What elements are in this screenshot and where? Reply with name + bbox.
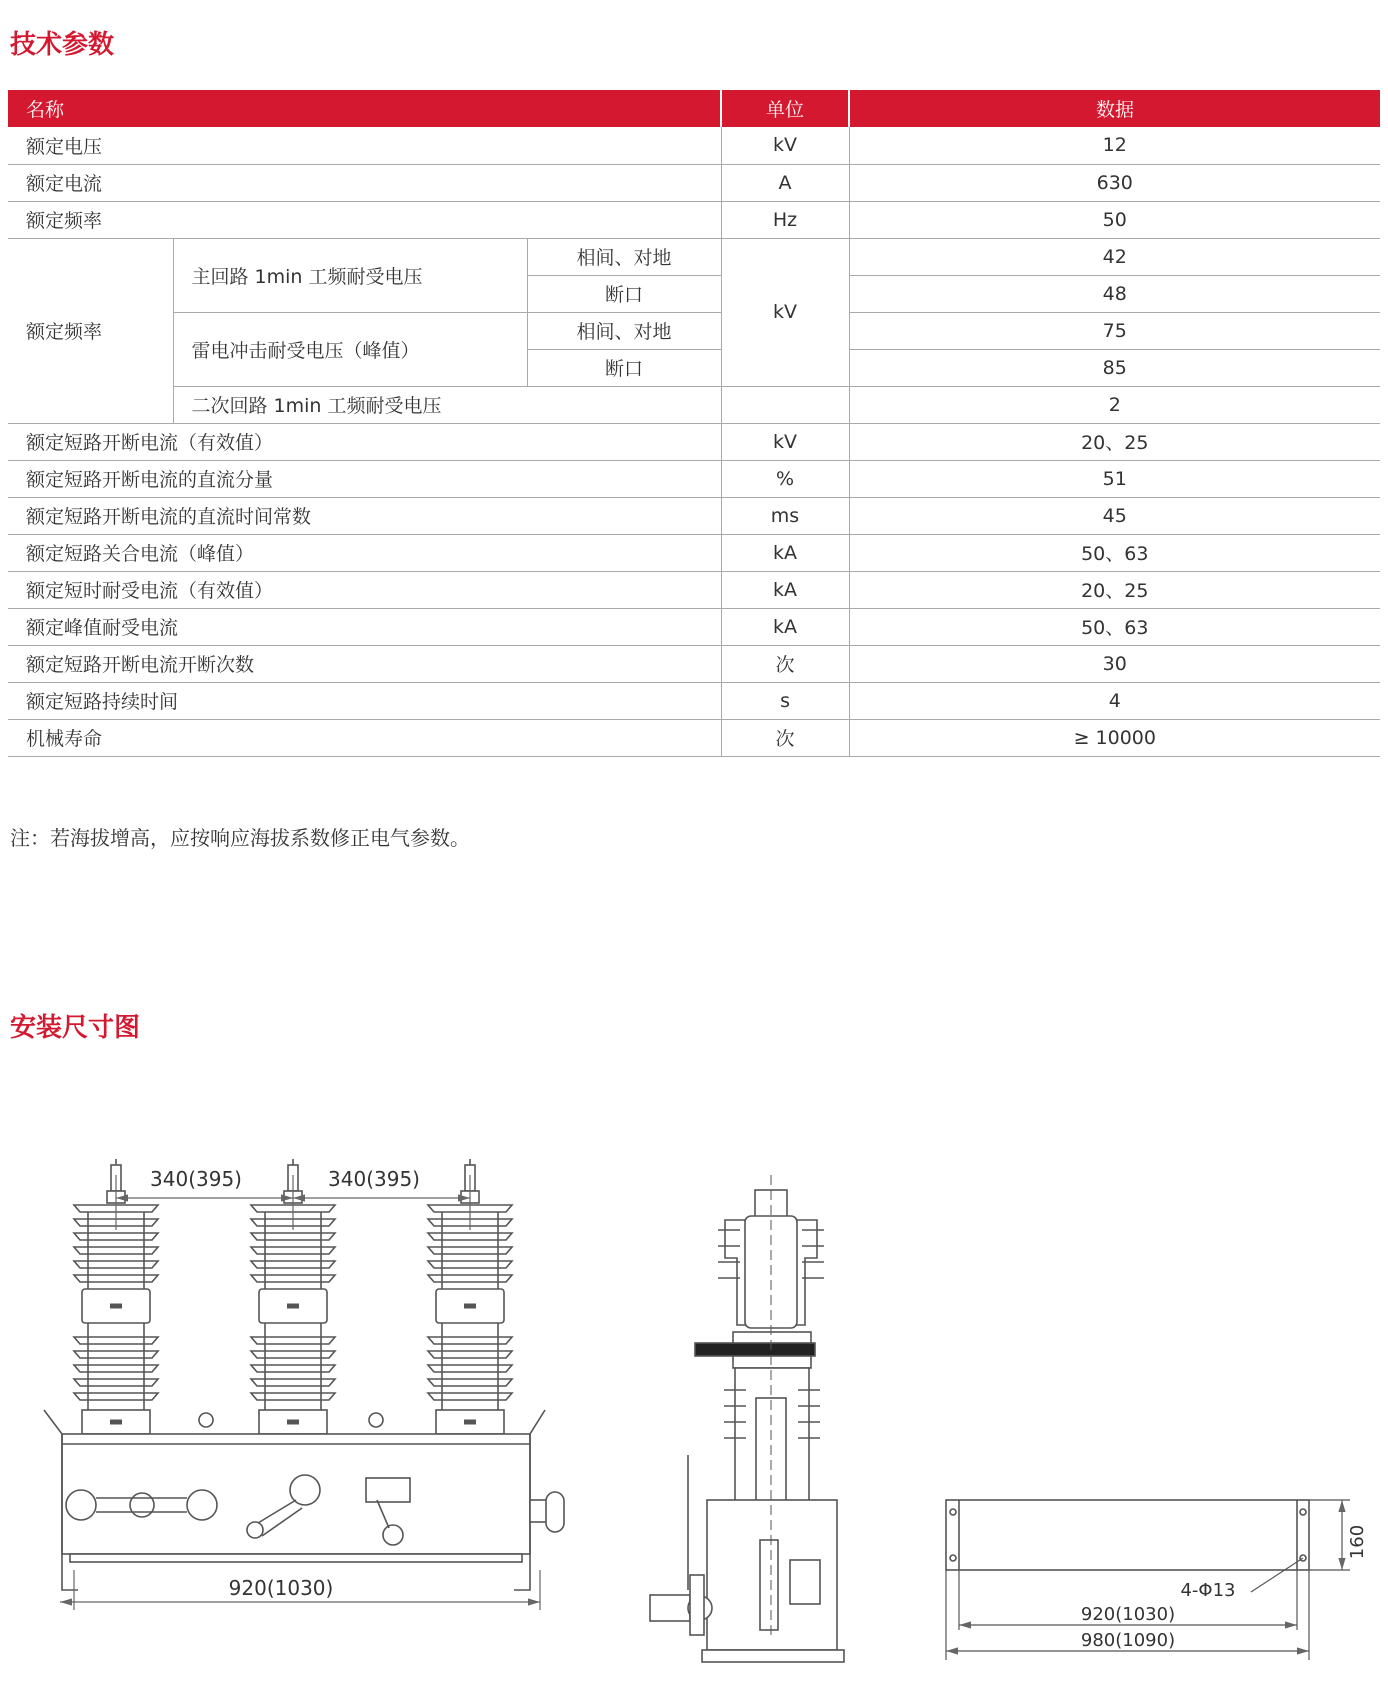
header-unit: 单位 bbox=[721, 90, 849, 127]
dim-base-height: 160 bbox=[1347, 1524, 1368, 1560]
row-name: 额定短路关合电流（峰值） bbox=[8, 534, 721, 571]
row-value: 4 bbox=[849, 682, 1380, 719]
table-header-row bbox=[8, 90, 1380, 127]
section-title-params: 技术参数 bbox=[10, 30, 115, 60]
header-name: 名称 bbox=[8, 90, 721, 127]
table-row bbox=[8, 312, 1380, 349]
table-row bbox=[8, 201, 1380, 238]
row-value: 51 bbox=[849, 460, 1380, 497]
row-value: ≥ 10000 bbox=[849, 719, 1380, 756]
table-row bbox=[8, 719, 1380, 756]
row-unit: kA bbox=[721, 534, 849, 571]
insulation-unit: kV bbox=[721, 238, 849, 386]
row-name: 额定短路开断电流的直流分量 bbox=[8, 460, 721, 497]
row-unit: kV bbox=[721, 127, 849, 164]
table-row bbox=[8, 571, 1380, 608]
dim-base-inner: 920(1030) bbox=[1080, 1604, 1176, 1625]
insulation-group-name: 额定频率 bbox=[8, 238, 173, 423]
dim-front-width: 920(1030) bbox=[228, 1576, 334, 1600]
break-label: 断口 bbox=[527, 349, 721, 386]
break-label: 断口 bbox=[527, 275, 721, 312]
row-name: 机械寿命 bbox=[8, 719, 721, 756]
row-unit: kA bbox=[721, 571, 849, 608]
row-name: 额定短路开断电流（有效值） bbox=[8, 423, 721, 460]
row-value: 48 bbox=[849, 275, 1380, 312]
table-row bbox=[8, 645, 1380, 682]
table-row bbox=[8, 386, 1380, 423]
table-row bbox=[8, 460, 1380, 497]
row-name: 额定短时耐受电流（有效值） bbox=[8, 571, 721, 608]
row-name: 额定峰值耐受电流 bbox=[8, 608, 721, 645]
row-name: 额定电流 bbox=[8, 164, 721, 201]
row-unit: % bbox=[721, 460, 849, 497]
row-value: 20、25 bbox=[849, 571, 1380, 608]
lightning-label: 雷电冲击耐受电压（峰值） bbox=[173, 312, 527, 386]
row-value: 50、63 bbox=[849, 534, 1380, 571]
row-unit bbox=[721, 386, 849, 423]
table-row bbox=[8, 682, 1380, 719]
table-row bbox=[8, 497, 1380, 534]
row-unit: A bbox=[721, 164, 849, 201]
table-row bbox=[8, 164, 1380, 201]
side-view bbox=[650, 1175, 844, 1662]
phase-ground-label: 相间、对地 bbox=[527, 312, 721, 349]
row-value: 50、63 bbox=[849, 608, 1380, 645]
row-unit: kA bbox=[721, 608, 849, 645]
row-name: 额定短路开断电流开断次数 bbox=[8, 645, 721, 682]
table-row bbox=[8, 608, 1380, 645]
table-row bbox=[8, 127, 1380, 164]
altitude-note: 注：若海拔增高，应按响应海拔系数修正电气参数。 bbox=[10, 826, 470, 850]
dim-spacing-left: 340(395) bbox=[150, 1167, 242, 1191]
secondary-label: 二次回路 1min 工频耐受电压 bbox=[173, 386, 721, 423]
dim-hole: 4-Φ13 bbox=[1180, 1580, 1236, 1601]
dim-base-outer: 980(1090) bbox=[1080, 1630, 1176, 1651]
row-name: 额定短路开断电流的直流时间常数 bbox=[8, 497, 721, 534]
row-name: 额定频率 bbox=[8, 201, 721, 238]
row-value: 75 bbox=[849, 312, 1380, 349]
row-unit: kV bbox=[721, 423, 849, 460]
row-name: 额定电压 bbox=[8, 127, 721, 164]
row-name: 额定短路持续时间 bbox=[8, 682, 721, 719]
row-value: 12 bbox=[849, 127, 1380, 164]
front-view bbox=[44, 1159, 564, 1590]
row-unit: 次 bbox=[721, 645, 849, 682]
row-value: 2 bbox=[849, 386, 1380, 423]
row-value: 20、25 bbox=[849, 423, 1380, 460]
dim-spacing-right: 340(395) bbox=[328, 1167, 420, 1191]
header-data: 数据 bbox=[849, 90, 1380, 127]
row-value: 85 bbox=[849, 349, 1380, 386]
installation-drawing bbox=[0, 1080, 1388, 1680]
table-row bbox=[8, 238, 1380, 275]
row-unit: s bbox=[721, 682, 849, 719]
section-title-drawing: 安装尺寸图 bbox=[10, 1013, 141, 1043]
phase-ground-label: 相间、对地 bbox=[527, 238, 721, 275]
table-row bbox=[8, 423, 1380, 460]
table-row bbox=[8, 534, 1380, 571]
row-value: 45 bbox=[849, 497, 1380, 534]
row-unit: Hz bbox=[721, 201, 849, 238]
row-unit: 次 bbox=[721, 719, 849, 756]
row-value: 30 bbox=[849, 645, 1380, 682]
row-unit: ms bbox=[721, 497, 849, 534]
spec-table bbox=[8, 90, 1380, 757]
row-value: 42 bbox=[849, 238, 1380, 275]
row-value: 630 bbox=[849, 164, 1380, 201]
power-freq-label: 主回路 1min 工频耐受电压 bbox=[173, 238, 527, 312]
row-value: 50 bbox=[849, 201, 1380, 238]
